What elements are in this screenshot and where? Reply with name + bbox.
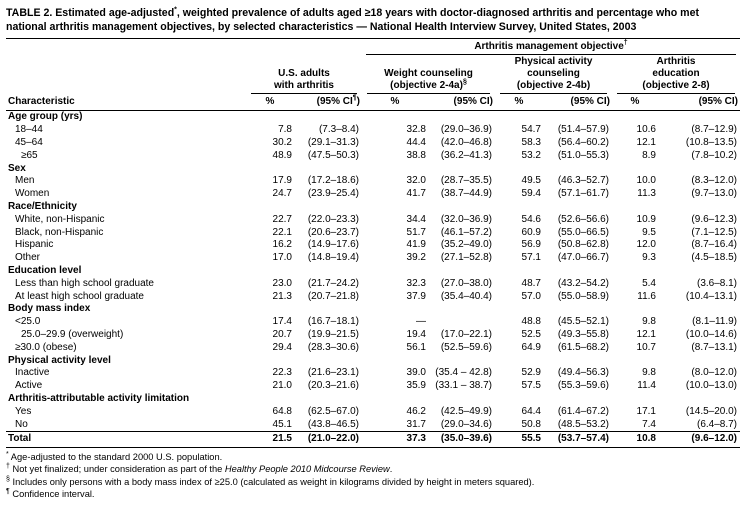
section-label: Arthritis-attributable activity limitation xyxy=(8,393,190,405)
pct-value: 11.3 xyxy=(637,188,656,200)
ci-value: (36.2–41.3) xyxy=(440,149,492,161)
ci-value: (52.6–56.6) xyxy=(557,213,609,225)
ci-header: (95% CI) xyxy=(428,94,495,111)
pct-value: 44.4 xyxy=(406,137,426,149)
pct-value: 37.9 xyxy=(406,290,426,302)
section-label: Physical activity level xyxy=(8,354,111,366)
ci-value: (61.4–67.2) xyxy=(557,405,609,417)
ci-value: (16.7–18.1) xyxy=(307,316,359,328)
footnote-marker: * xyxy=(6,451,9,459)
pct-value: 48.8 xyxy=(521,316,541,328)
table-row xyxy=(6,406,740,419)
pct-value: 57.1 xyxy=(521,252,541,264)
section-label: Education level xyxy=(8,265,82,277)
pct-value: 56.9 xyxy=(521,239,541,251)
ci-value: (20.3–21.6) xyxy=(307,380,359,392)
ci-value: (47.0–66.7) xyxy=(557,252,609,264)
ci-value: (20.6–23.7) xyxy=(307,226,359,238)
row-label: White, non-Hispanic xyxy=(15,213,105,225)
pct-value: 45.1 xyxy=(272,418,292,430)
footnote-marker: ¶ xyxy=(6,487,10,495)
pct-value: 17.4 xyxy=(272,316,292,328)
section-row xyxy=(6,355,740,368)
pct-value: 5.4 xyxy=(642,277,656,289)
pct-value: 9.8 xyxy=(642,367,656,379)
section-row xyxy=(6,265,740,278)
ci-value: (29.0–36.9) xyxy=(440,124,492,136)
footnote: * Age-adjusted to the standard 2000 U.S. population. xyxy=(6,451,223,463)
pct-value: 8.9 xyxy=(642,149,656,161)
pct-value: 32.3 xyxy=(406,277,426,289)
pct-value: 9.5 xyxy=(642,226,656,238)
pct-value: 19.4 xyxy=(406,329,426,341)
pct-value: 22.1 xyxy=(272,226,292,238)
ci-value: (9.7–13.0) xyxy=(691,188,738,200)
pct-value: 10.9 xyxy=(636,213,656,225)
total-row xyxy=(6,432,740,448)
ci-value: (9.6–12.3) xyxy=(691,213,738,225)
pct-value: 55.5 xyxy=(495,432,543,448)
footnote-marker: † xyxy=(6,463,10,471)
ci-value: (22.0–23.3) xyxy=(307,213,359,225)
ci-value: (42.0–46.8) xyxy=(440,137,492,149)
pct-value: 60.9 xyxy=(521,226,541,238)
ci-value: (35.0–39.6) xyxy=(428,432,495,448)
pct-value: 20.7 xyxy=(272,329,292,341)
ci-value: (27.1–52.8) xyxy=(440,252,492,264)
table-row xyxy=(6,329,740,342)
pct-header: % xyxy=(246,94,294,111)
table-row xyxy=(6,367,740,380)
ci-value: (52.5–59.6) xyxy=(440,341,492,353)
table-row xyxy=(6,175,740,188)
pct-value: 29.4 xyxy=(272,341,292,353)
table-row xyxy=(6,214,740,227)
ci-value: (55.0–66.5) xyxy=(557,226,609,238)
ci-value: (35.2–49.0) xyxy=(440,239,492,251)
pct-value: 11.6 xyxy=(637,290,656,302)
pct-header: % xyxy=(362,94,428,111)
spanner-row xyxy=(6,39,740,56)
row-label: Women xyxy=(15,188,50,200)
ci-value: (7.3–8.4) xyxy=(318,124,359,136)
pct-value: 50.8 xyxy=(521,418,541,430)
row-label: 25.0–29.9 (overweight) xyxy=(21,329,124,341)
pct-value: 39.2 xyxy=(406,252,426,264)
pct-value: 53.2 xyxy=(521,149,541,161)
pct-value: 21.3 xyxy=(272,290,292,302)
pct-value: 10.7 xyxy=(636,341,656,353)
ci-value: (53.7–57.4) xyxy=(543,432,612,448)
table-row xyxy=(6,137,740,150)
ci-value: (33.1 – 38.7) xyxy=(435,380,492,392)
pct-value: 31.7 xyxy=(406,418,426,430)
pct-value: 51.7 xyxy=(406,226,426,238)
footnote: ¶ Confidence interval. xyxy=(6,487,95,499)
pct-value: 41.9 xyxy=(406,239,426,251)
row-label: Yes xyxy=(15,405,32,417)
section-label: Sex xyxy=(8,162,26,174)
pct-value: 37.3 xyxy=(362,432,428,448)
ci-value: (28.7–35.5) xyxy=(440,175,492,187)
ci-value: (29.0–34.6) xyxy=(440,418,492,430)
row-label: ≥30.0 (obese) xyxy=(15,341,77,353)
ci-value: (9.6–12.0) xyxy=(658,432,740,448)
ci-value: (14.9–17.6) xyxy=(307,239,359,251)
footnote: † Not yet finalized; under consideration as part of the Healthy People 2010 Midcourse Review. xyxy=(6,463,393,475)
ci-value: (35.4 – 42.8) xyxy=(435,367,492,379)
ci-value: (23.9–25.4) xyxy=(307,188,359,200)
pct-value: 30.2 xyxy=(272,137,292,149)
row-label: ≥65 xyxy=(21,149,38,161)
row-label: 45–64 xyxy=(15,137,43,149)
row-label: Other xyxy=(15,252,41,264)
table-row xyxy=(6,278,740,291)
pct-value: 32.8 xyxy=(406,124,426,136)
pct-value: 16.2 xyxy=(272,239,292,251)
section-label: Body mass index xyxy=(8,303,91,315)
pct-value: 9.8 xyxy=(642,316,656,328)
pct-value: 17.0 xyxy=(272,252,292,264)
pct-header: % xyxy=(612,94,658,111)
row-label: Inactive xyxy=(15,367,50,379)
ci-value: (46.3–52.7) xyxy=(557,175,609,187)
pct-value: 59.4 xyxy=(521,188,541,200)
ci-value xyxy=(428,316,495,329)
ci-value: (6.4–8.7) xyxy=(696,418,738,430)
row-label: Total xyxy=(6,432,246,448)
pct-value: 35.9 xyxy=(406,380,426,392)
row-label: No xyxy=(15,418,28,430)
row-label: Hispanic xyxy=(15,239,54,251)
ci-value: (10.8–13.5) xyxy=(685,137,738,149)
footnote-italic: Healthy People 2010 Midcourse Review xyxy=(224,464,390,475)
pct-value: 64.9 xyxy=(521,341,541,353)
section-row xyxy=(6,393,740,406)
footnote: § Includes only persons with a body mass index of ≥25.0 (calculated as weight in kilograms divided by height in meters squared). xyxy=(6,475,535,487)
ci-value: (29.1–31.3) xyxy=(307,137,359,149)
ci-value: (38.7–44.9) xyxy=(440,188,492,200)
ci-value: (27.0–38.0) xyxy=(440,277,492,289)
row-label: Men xyxy=(15,175,35,187)
table-row xyxy=(6,291,740,304)
ci-value: (21.0–22.0) xyxy=(294,432,362,448)
ci-value: (61.5–68.2) xyxy=(557,341,609,353)
pct-value: 52.9 xyxy=(521,367,541,379)
row-label: <25.0 xyxy=(15,316,41,328)
pct-value: 64.4 xyxy=(521,405,541,417)
ci-value: (4.5–18.5) xyxy=(691,252,738,264)
section-row xyxy=(6,111,740,124)
ci-value: (47.5–50.3) xyxy=(307,149,359,161)
section-label: Race/Ethnicity xyxy=(8,201,77,213)
pct-value: 17.9 xyxy=(272,175,292,187)
table-row xyxy=(6,150,740,163)
ci-value: (32.0–36.9) xyxy=(440,213,492,225)
spanner-spacer xyxy=(6,39,362,56)
ci-value: (46.1–57.2) xyxy=(440,226,492,238)
pct-value: 34.4 xyxy=(406,213,426,225)
pct-value: 64.8 xyxy=(272,405,292,417)
pct-value: 48.9 xyxy=(272,149,292,161)
ci-value: (8.1–11.9) xyxy=(692,316,738,328)
pct-value: 12.0 xyxy=(636,239,656,251)
ci-value: (57.1–61.7) xyxy=(557,188,609,200)
pct-value: 54.7 xyxy=(521,124,541,136)
row-label: Black, non-Hispanic xyxy=(15,226,104,238)
pct-value: 39.0 xyxy=(406,367,426,379)
table-title: TABLE 2. Estimated age-adjusted*, weighted prevalence of adults aged ≥18 years with doctor-diagnosed arthritis and percentage who met national arthritis management objectives, by selected characteristics — National Health Interview Survey, United States, 2003 xyxy=(6,6,699,33)
pct-header: % xyxy=(495,94,543,111)
pct-value: 10.0 xyxy=(636,175,656,187)
ci-value: (56.4–60.2) xyxy=(557,137,609,149)
ci-value: (35.4–40.4) xyxy=(440,290,492,302)
pct-value: 57.0 xyxy=(521,290,541,302)
table-row xyxy=(6,252,740,265)
table-row xyxy=(6,227,740,240)
ci-value: (7.1–12.5) xyxy=(691,226,738,238)
ci-value: (49.3–55.8) xyxy=(557,329,609,341)
pct-value: 12.1 xyxy=(636,137,656,149)
pct-value: 57.5 xyxy=(521,380,541,392)
ci-value: (17.0–22.1) xyxy=(440,329,492,341)
pct-value: 11.4 xyxy=(637,380,656,392)
ci-header: (95% CI) xyxy=(543,94,612,111)
group-header-arthritis-education: Arthritis education (objective 2-8) xyxy=(612,55,740,94)
characteristic-header: Characteristic xyxy=(6,94,246,111)
ci-value: (62.5–67.0) xyxy=(307,405,359,417)
pct-value: 7.4 xyxy=(642,418,656,430)
table-row xyxy=(6,239,740,252)
ci-value: (20.7–21.8) xyxy=(307,290,359,302)
row-label: At least high school graduate xyxy=(15,290,144,302)
management-objective-spanner: Arthritis management objective† xyxy=(362,39,740,56)
ci-value: (17.2–18.6) xyxy=(307,175,359,187)
ci-value: (8.0–12.0) xyxy=(691,367,738,379)
ci-value: (55.3–59.6) xyxy=(557,380,609,392)
ci-header: (95% CI¶) xyxy=(294,94,362,111)
pct-value: 9.3 xyxy=(642,252,656,264)
ci-value: (48.5–53.2) xyxy=(557,418,609,430)
ci-value: (8.7–12.9) xyxy=(691,124,738,136)
ci-value: (42.5–49.9) xyxy=(440,405,492,417)
ci-value: (51.4–57.9) xyxy=(557,124,609,136)
pct-value: 12.1 xyxy=(636,329,656,341)
subheader-row xyxy=(6,94,740,111)
section-label: Age group (yrs) xyxy=(8,111,83,123)
pct-value: 17.1 xyxy=(636,405,656,417)
pct-value: 10.6 xyxy=(636,124,656,136)
footnote-marker: § xyxy=(6,475,10,483)
ci-value: (21.6–23.1) xyxy=(307,367,359,379)
pct-value: 23.0 xyxy=(272,277,292,289)
ci-value: (45.5–52.1) xyxy=(557,316,609,328)
group-header-us-adults: U.S. adults with arthritis xyxy=(246,55,362,94)
pct-value: 32.0 xyxy=(406,175,426,187)
table-row xyxy=(6,124,740,137)
ci-value: (8.3–12.0) xyxy=(691,175,738,187)
row-label: Active xyxy=(15,380,43,392)
prevalence-table xyxy=(6,38,740,448)
ci-value: (43.2–54.2) xyxy=(557,277,609,289)
pct-value: 49.5 xyxy=(521,175,541,187)
group-spacer xyxy=(6,55,246,94)
ci-value: (10.0–14.6) xyxy=(685,329,738,341)
ci-value: (10.4–13.1) xyxy=(685,290,738,302)
ci-value: (14.8–19.4) xyxy=(307,252,359,264)
pct-value: — xyxy=(416,316,426,328)
section-row xyxy=(6,201,740,214)
ci-value: (49.4–56.3) xyxy=(557,367,609,379)
ci-header: (95% CI) xyxy=(658,94,740,111)
table-row xyxy=(6,342,740,355)
table-body xyxy=(6,111,740,448)
ci-value: (21.7–24.2) xyxy=(307,277,359,289)
pct-value: 54.6 xyxy=(521,213,541,225)
table-row xyxy=(6,380,740,393)
ci-value: (8.7–16.4) xyxy=(691,239,738,251)
pct-value: 10.8 xyxy=(612,432,658,448)
table-header xyxy=(6,39,740,111)
table-row xyxy=(6,316,740,329)
ci-value: (8.7–13.1) xyxy=(691,341,738,353)
pct-value: 21.0 xyxy=(272,380,292,392)
ci-value: (43.8–46.5) xyxy=(307,418,359,430)
pct-value: 58.3 xyxy=(521,137,541,149)
group-header-row xyxy=(6,55,740,94)
ci-value: (3.6–8.1) xyxy=(696,277,738,289)
pct-value: 21.5 xyxy=(246,432,294,448)
ci-value: (19.9–21.5) xyxy=(307,329,359,341)
section-row xyxy=(6,163,740,176)
ci-value: (7.8–10.2) xyxy=(691,149,738,161)
pct-value: 22.3 xyxy=(272,367,292,379)
table-row xyxy=(6,188,740,201)
pct-value: 48.7 xyxy=(521,277,541,289)
footnotes xyxy=(6,451,740,500)
ci-value: (14.5–20.0) xyxy=(685,405,738,417)
pct-value: 24.7 xyxy=(272,188,292,200)
group-header-weight-counseling: Weight counseling (objective 2-4a)§ xyxy=(362,55,495,94)
ci-value: (28.3–30.6) xyxy=(307,341,359,353)
pct-value: 46.2 xyxy=(406,405,426,417)
ci-value: (10.0–13.0) xyxy=(685,380,738,392)
pct-value: 56.1 xyxy=(406,341,426,353)
ci-value: (55.0–58.9) xyxy=(557,290,609,302)
row-label: 18–44 xyxy=(15,124,43,136)
pct-value: 41.7 xyxy=(406,188,426,200)
pct-value: 22.7 xyxy=(272,213,292,225)
table-row xyxy=(6,419,740,432)
pct-value: 7.8 xyxy=(278,124,292,136)
pct-value: 52.5 xyxy=(521,329,541,341)
group-header-physical-activity: Physical activity counseling (objective 2-4b) xyxy=(495,55,612,94)
row-label: Less than high school graduate xyxy=(15,277,154,289)
ci-value: (51.0–55.3) xyxy=(557,149,609,161)
ci-value: (50.8–62.8) xyxy=(557,239,609,251)
section-row xyxy=(6,303,740,316)
pct-value: 38.8 xyxy=(406,149,426,161)
